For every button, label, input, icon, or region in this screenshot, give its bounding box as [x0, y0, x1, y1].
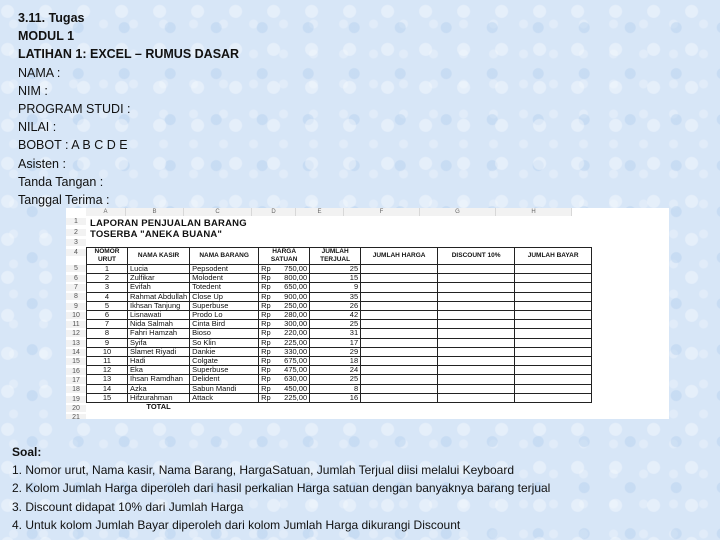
cell-currency: Rp [259, 274, 276, 283]
cell-jumlah-bayar [515, 301, 592, 310]
cell-jumlah: 29 [310, 347, 361, 356]
cell-barang: Bioso [190, 329, 259, 338]
cell-no: 9 [87, 338, 128, 347]
table-row [87, 292, 592, 301]
cell-discount [438, 292, 515, 301]
cell-jumlah: 9 [310, 283, 361, 292]
task-title: 3.11. Tugas [18, 11, 85, 25]
cell-barang: Dankie [190, 347, 259, 356]
cell-jumlah-bayar [515, 393, 592, 402]
cell-jumlah-bayar [515, 366, 592, 375]
cell-discount [438, 393, 515, 402]
cell-jumlah: 24 [310, 366, 361, 375]
cell-barang: Superbuse [190, 366, 259, 375]
cell-discount [438, 384, 515, 393]
cell-no: 10 [87, 347, 128, 356]
cell-no: 3 [87, 283, 128, 292]
cell-jumlah-harga [361, 311, 438, 320]
cell-barang: So Klin [190, 338, 259, 347]
cell-jumlah-harga [361, 375, 438, 384]
table-row [87, 384, 592, 393]
table-header-row [87, 248, 592, 265]
total-label: TOTAL [146, 402, 171, 412]
cell-no: 6 [87, 311, 128, 320]
cell-harga: 225,00 [275, 393, 310, 402]
cell-currency: Rp [259, 357, 276, 366]
cell-jumlah-bayar [515, 329, 592, 338]
row-number: 21 [66, 414, 86, 419]
cell-jumlah-harga [361, 366, 438, 375]
cell-currency: Rp [259, 393, 276, 402]
cell-no: 8 [87, 329, 128, 338]
cell-harga: 650,00 [275, 283, 310, 292]
row-number: 16 [66, 368, 86, 375]
cell-currency: Rp [259, 311, 276, 320]
cell-barang: Totedent [190, 283, 259, 292]
cell-jumlah-harga [361, 357, 438, 366]
cell-jumlah-harga [361, 347, 438, 356]
cell-jumlah-bayar [515, 292, 592, 301]
cell-jumlah-harga [361, 393, 438, 402]
questions-title: Soal: [12, 445, 42, 459]
table-row [87, 265, 592, 274]
row-number: 20 [66, 405, 86, 412]
cell-jumlah-bayar [515, 274, 592, 283]
assistant-label: Asisten : [18, 156, 66, 171]
row-number: 15 [66, 358, 86, 365]
module-label: MODUL 1 [18, 29, 75, 44]
cell-discount [438, 283, 515, 292]
column-letter: E [296, 208, 344, 216]
cell-currency: Rp [259, 283, 276, 292]
row-number: 3 [66, 239, 86, 246]
name-field-label: NAMA : [18, 65, 61, 80]
cell-kasir: Azka [128, 384, 190, 393]
cell-harga: 250,00 [275, 301, 310, 310]
cell-jumlah-bayar [515, 384, 592, 393]
cell-kasir: Rahmat Abdullah [128, 292, 190, 301]
header-discount: DISCOUNT 10% [438, 248, 515, 265]
cell-jumlah-harga [361, 384, 438, 393]
cell-currency: Rp [259, 338, 276, 347]
cell-jumlah-harga [361, 265, 438, 274]
cell-discount [438, 366, 515, 375]
weight-label: BOBOT : A B C D E [18, 138, 128, 153]
row-number: 17 [66, 377, 86, 384]
header-kasir: NAMA KASIR [128, 248, 190, 265]
cell-harga: 750,00 [275, 265, 310, 274]
cell-jumlah: 17 [310, 338, 361, 347]
cell-kasir: Syifa [128, 338, 190, 347]
cell-kasir: Lucia [128, 265, 190, 274]
cell-no: 5 [87, 301, 128, 310]
cell-kasir: Lisnawati [128, 311, 190, 320]
cell-jumlah: 25 [310, 320, 361, 329]
cell-jumlah-harga [361, 338, 438, 347]
grade-label: NILAI : [18, 120, 57, 135]
cell-no: 12 [87, 366, 128, 375]
table-row [87, 274, 592, 283]
header-harga: HARGA SATUAN [259, 248, 310, 265]
row-number: 11 [66, 321, 86, 328]
cell-currency: Rp [259, 292, 276, 301]
question-3: 3. Discount didapat 10% dari Jumlah Harga [12, 499, 244, 514]
column-letter: C [184, 208, 252, 216]
column-letter: F [344, 208, 420, 216]
cell-jumlah-harga [361, 274, 438, 283]
cell-barang: Sabun Mandi [190, 384, 259, 393]
cell-discount [438, 357, 515, 366]
cell-currency: Rp [259, 329, 276, 338]
cell-harga: 630,00 [275, 375, 310, 384]
cell-no: 1 [87, 265, 128, 274]
question-2: 2. Kolom Jumlah Harga diperoleh dari hasil perkalian Harga satuan dengan banyaknya barang terjual [12, 481, 551, 496]
row-number: 19 [66, 396, 86, 403]
cell-jumlah: 8 [310, 384, 361, 393]
cell-barang: Attack [190, 393, 259, 402]
table-row [87, 283, 592, 292]
cell-jumlah-bayar [515, 311, 592, 320]
row-number: 6 [66, 275, 86, 282]
row-number: 14 [66, 349, 86, 356]
row-number: 4 [66, 249, 86, 256]
questions-section [12, 443, 550, 534]
row-number: 5 [66, 265, 86, 272]
cell-jumlah-harga [361, 320, 438, 329]
cell-jumlah-harga [361, 283, 438, 292]
study-program-label: PROGRAM STUDI : [18, 102, 131, 117]
cell-kasir: Fahri Hamzah [128, 329, 190, 338]
table-row [87, 301, 592, 310]
cell-jumlah-bayar [515, 338, 592, 347]
report-subtitle: TOSERBA "ANEKA BUANA" [90, 229, 223, 240]
table-row [87, 366, 592, 375]
cell-jumlah-bayar [515, 357, 592, 366]
cell-jumlah-bayar [515, 320, 592, 329]
cell-kasir: Hifzurahman [128, 393, 190, 402]
cell-kasir: Hadi [128, 357, 190, 366]
cell-harga: 475,00 [275, 366, 310, 375]
cell-empty [87, 403, 128, 412]
question-1: 1. Nomor urut, Nama kasir, Nama Barang, HargaSatuan, Jumlah Terjual diisi melalui Keyboard [12, 463, 515, 478]
received-date-label: Tanggal Terima : [18, 193, 110, 208]
column-letter: H [496, 208, 572, 216]
cell-discount [438, 375, 515, 384]
table-row [87, 375, 592, 384]
row-number: 2 [66, 229, 86, 236]
cell-jumlah-bayar [515, 283, 592, 292]
row-number: 7 [66, 284, 86, 291]
cell-harga: 675,00 [275, 357, 310, 366]
cell-harga: 280,00 [275, 311, 310, 320]
table-row [87, 357, 592, 366]
cell-currency: Rp [259, 366, 276, 375]
cell-harga: 330,00 [275, 347, 310, 356]
cell-currency: Rp [259, 384, 276, 393]
cell-jumlah: 18 [310, 357, 361, 366]
cell-jumlah-harga [361, 301, 438, 310]
cell-jumlah: 26 [310, 301, 361, 310]
cell-harga: 450,00 [275, 384, 310, 393]
exercise-title: LATIHAN 1: EXCEL – RUMUS DASAR [18, 47, 240, 62]
cell-kasir: Ihsan Ramdhan [128, 375, 190, 384]
assignment-header [18, 9, 239, 209]
column-letter: A [86, 208, 126, 216]
row-number: 12 [66, 330, 86, 337]
cell-discount [438, 311, 515, 320]
cell-barang: Cinta Bird [190, 320, 259, 329]
header-jumlah-harga: JUMLAH HARGA [361, 248, 438, 265]
header-no: NOMOR URUT [87, 248, 128, 265]
cell-barang: Superbuse [190, 301, 259, 310]
report-title: LAPORAN PENJUALAN BARANG [90, 218, 247, 229]
cell-jumlah-bayar [515, 375, 592, 384]
cell-jumlah: 25 [310, 375, 361, 384]
column-letter: B [126, 208, 184, 216]
cell-no: 15 [87, 393, 128, 402]
cell-jumlah-bayar [515, 265, 592, 274]
spreadsheet-screenshot [66, 208, 669, 419]
cell-barang: Delident [190, 375, 259, 384]
cell-jumlah: 42 [310, 311, 361, 320]
cell-barang: Pepsodent [190, 265, 259, 274]
cell-jumlah-harga [361, 329, 438, 338]
table-row [87, 329, 592, 338]
row-number: 8 [66, 293, 86, 300]
row-number: 1 [66, 218, 86, 225]
cell-discount [438, 347, 515, 356]
cell-barang: Molodent [190, 274, 259, 283]
cell-currency: Rp [259, 375, 276, 384]
table-row [87, 311, 592, 320]
cell-currency: Rp [259, 301, 276, 310]
cell-jumlah-harga [361, 292, 438, 301]
cell-barang: Close Up [190, 292, 259, 301]
cell-jumlah: 31 [310, 329, 361, 338]
cell-barang: Prodo Lo [190, 311, 259, 320]
cell-harga: 225,00 [275, 338, 310, 347]
cell-harga: 900,00 [275, 292, 310, 301]
signature-label: Tanda Tangan : [18, 174, 104, 189]
cell-harga: 220,00 [275, 329, 310, 338]
cell-jumlah-bayar [515, 347, 592, 356]
cell-currency: Rp [259, 265, 276, 274]
cell-harga: 300,00 [275, 320, 310, 329]
cell-jumlah: 35 [310, 292, 361, 301]
question-4: 4. Untuk kolom Jumlah Bayar diperoleh dari kolom Jumlah Harga dikurangi Discount [12, 517, 461, 532]
cell-no: 13 [87, 375, 128, 384]
table-row [87, 320, 592, 329]
nim-field-label: NIM : [18, 83, 48, 98]
header-jumlah: JUMLAH TERJUAL [310, 248, 361, 265]
cell-harga: 800,00 [275, 274, 310, 283]
cell-no: 14 [87, 384, 128, 393]
cell-no: 4 [87, 292, 128, 301]
cell-kasir: Zulfikar [128, 274, 190, 283]
cell-kasir: Nida Salmah [128, 320, 190, 329]
row-number: 13 [66, 340, 86, 347]
cell-currency: Rp [259, 347, 276, 356]
row-number: 18 [66, 386, 86, 393]
cell-discount [438, 274, 515, 283]
cell-jumlah: 25 [310, 265, 361, 274]
table-row [87, 393, 592, 402]
row-number: 10 [66, 312, 86, 319]
cell-kasir: Eka [128, 366, 190, 375]
sales-table [86, 247, 592, 411]
cell-no: 11 [87, 357, 128, 366]
column-letter: G [420, 208, 496, 216]
cell-kasir: Ikhsan Tanjung [128, 301, 190, 310]
table-body [87, 265, 592, 412]
cell-no: 7 [87, 320, 128, 329]
cell-discount [438, 265, 515, 274]
table-row [87, 347, 592, 356]
total-row [87, 403, 592, 412]
header-barang: NAMA BARANG [190, 248, 259, 265]
cell-currency: Rp [259, 320, 276, 329]
column-letter: D [252, 208, 296, 216]
cell-jumlah: 16 [310, 393, 361, 402]
cell-barang: Colgate [190, 357, 259, 366]
row-number: 9 [66, 303, 86, 310]
cell-jumlah: 15 [310, 274, 361, 283]
cell-discount [438, 338, 515, 347]
cell-kasir: Evifah [128, 283, 190, 292]
cell-discount [438, 301, 515, 310]
cell-discount [438, 320, 515, 329]
table-row [87, 338, 592, 347]
cell-no: 2 [87, 274, 128, 283]
cell-kasir: Slamet Riyadi [128, 347, 190, 356]
header-jumlah-bayar: JUMLAH BAYAR [515, 248, 592, 265]
cell-discount [438, 329, 515, 338]
